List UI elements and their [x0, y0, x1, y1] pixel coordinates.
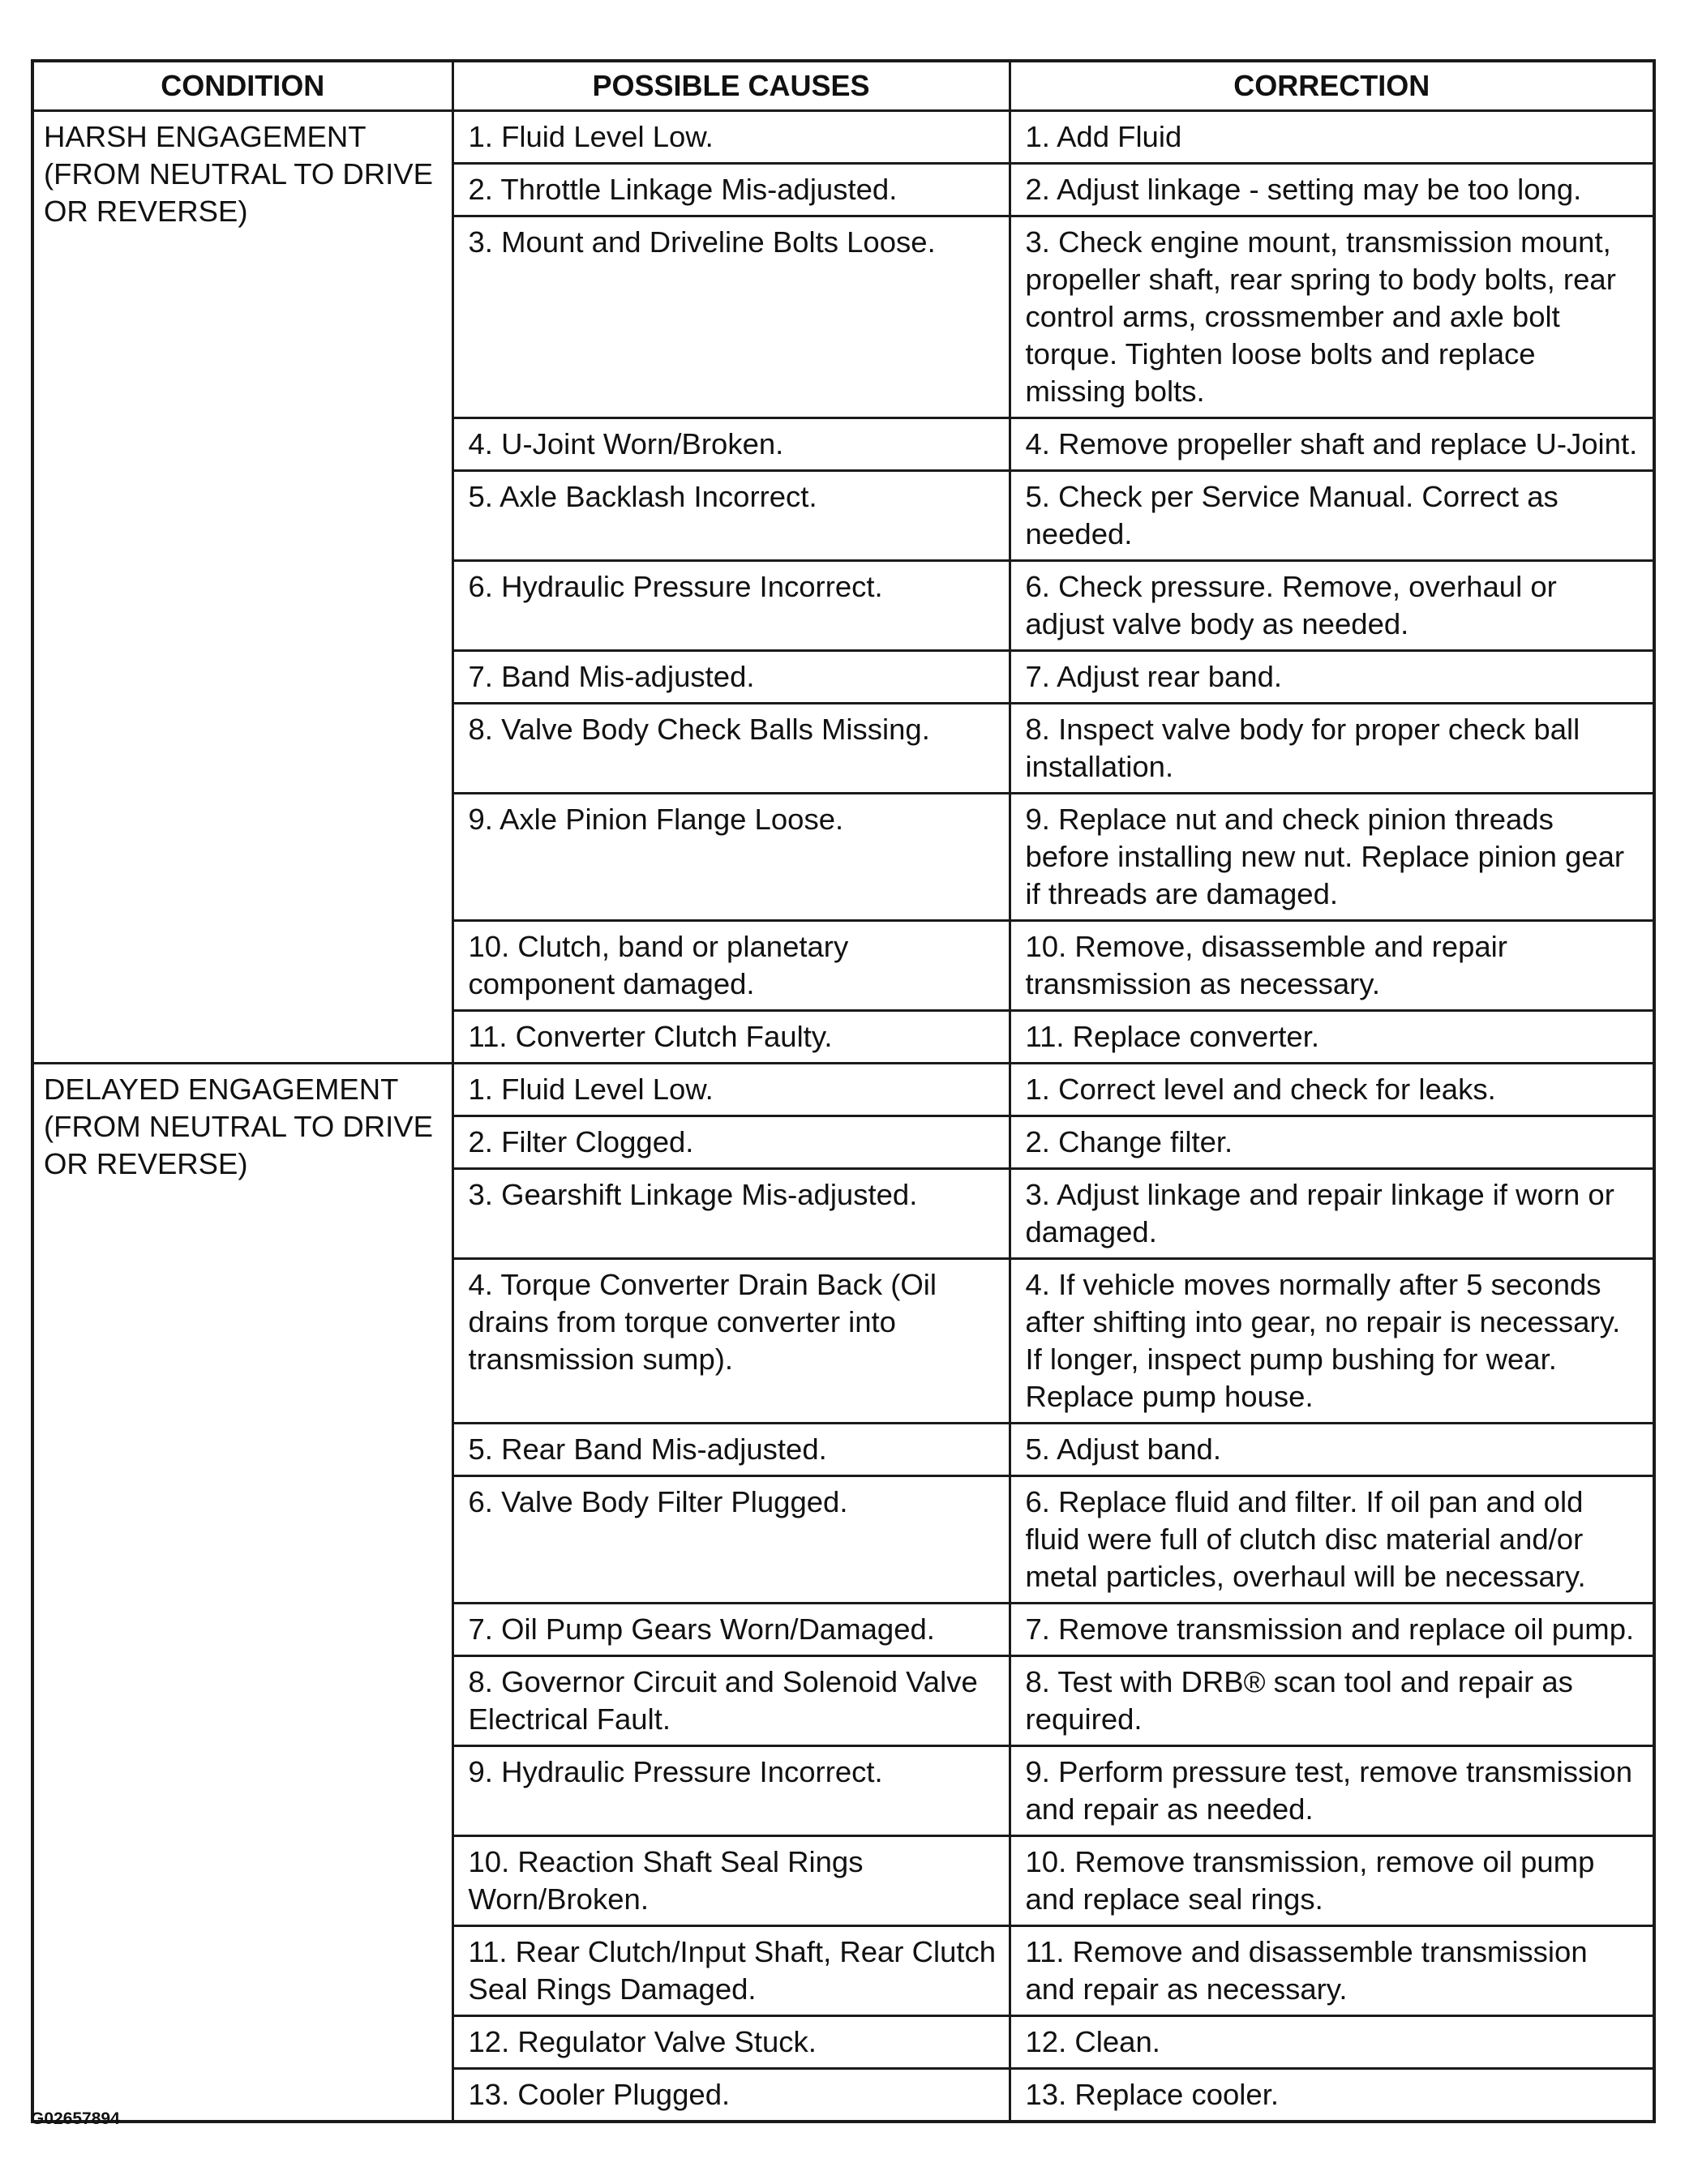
header-correction: CORRECTION [1010, 61, 1654, 111]
cause-cell: 12. Regulator Valve Stuck. [452, 2016, 1010, 2069]
cause-cell: 10. Clutch, band or planetary component damaged. [452, 921, 1010, 1011]
cause-cell: 2. Throttle Linkage Mis-adjusted. [452, 164, 1010, 216]
cause-cell: 5. Axle Backlash Incorrect. [452, 471, 1010, 561]
diagnosis-table [31, 59, 1656, 2123]
table-body [32, 111, 1654, 2122]
cause-cell: 8. Valve Body Check Balls Missing. [452, 704, 1010, 794]
correction-cell: 3. Check engine mount, transmission mount, propeller shaft, rear spring to body bolts, rear control arms, crossmember and axle bolt torque. Tighten loose bolts and replace missing bolts. [1010, 216, 1654, 418]
correction-cell: 4. If vehicle moves normally after 5 seconds after shifting into gear, no repair is necessary. If longer, inspect pump bushing for wear. Replace pump house. [1010, 1259, 1654, 1424]
cause-cell: 1. Fluid Level Low. [452, 111, 1010, 164]
correction-cell: 13. Replace cooler. [1010, 2069, 1654, 2122]
cause-cell: 9. Axle Pinion Flange Loose. [452, 794, 1010, 921]
correction-cell: 10. Remove, disassemble and repair transmission as necessary. [1010, 921, 1654, 1011]
correction-cell: 7. Adjust rear band. [1010, 651, 1654, 704]
cause-cell: 4. Torque Converter Drain Back (Oil drains from torque converter into transmission sump). [452, 1259, 1010, 1424]
cause-cell: 3. Mount and Driveline Bolts Loose. [452, 216, 1010, 418]
correction-cell: 6. Check pressure. Remove, overhaul or adjust valve body as needed. [1010, 561, 1654, 651]
cause-cell: 7. Oil Pump Gears Worn/Damaged. [452, 1604, 1010, 1656]
cause-cell: 7. Band Mis-adjusted. [452, 651, 1010, 704]
cause-cell: 11. Rear Clutch/Input Shaft, Rear Clutch Seal Rings Damaged. [452, 1926, 1010, 2016]
figure-id: G02657894 [31, 2109, 120, 2128]
header-row [32, 61, 1654, 111]
header-possible-causes: POSSIBLE CAUSES [452, 61, 1010, 111]
correction-cell: 4. Remove propeller shaft and replace U-Joint. [1010, 418, 1654, 471]
correction-cell: 9. Replace nut and check pinion threads before installing new nut. Replace pinion gear if threads are damaged. [1010, 794, 1654, 921]
correction-cell: 12. Clean. [1010, 2016, 1654, 2069]
correction-cell: 8. Test with DRB® scan tool and repair as required. [1010, 1656, 1654, 1746]
cause-cell: 5. Rear Band Mis-adjusted. [452, 1424, 1010, 1476]
correction-cell: 5. Check per Service Manual. Correct as needed. [1010, 471, 1654, 561]
cause-cell: 3. Gearshift Linkage Mis-adjusted. [452, 1169, 1010, 1259]
correction-cell: 8. Inspect valve body for proper check ball installation. [1010, 704, 1654, 794]
table-header [32, 61, 1654, 111]
cause-cell: 4. U-Joint Worn/Broken. [452, 418, 1010, 471]
cause-cell: 2. Filter Clogged. [452, 1116, 1010, 1169]
cause-cell: 11. Converter Clutch Faulty. [452, 1011, 1010, 1064]
correction-cell: 2. Change filter. [1010, 1116, 1654, 1169]
table-row [32, 1064, 1654, 1116]
correction-cell: 7. Remove transmission and replace oil pump. [1010, 1604, 1654, 1656]
correction-cell: 10. Remove transmission, remove oil pump and replace seal rings. [1010, 1836, 1654, 1926]
correction-cell: 9. Perform pressure test, remove transmission and repair as needed. [1010, 1746, 1654, 1836]
table-row [32, 111, 1654, 164]
cause-cell: 6. Hydraulic Pressure Incorrect. [452, 561, 1010, 651]
condition-cell: DELAYED ENGAGEMENT (FROM NEUTRAL TO DRIVE OR REVERSE) [32, 1064, 452, 2122]
condition-cell: HARSH ENGAGEMENT (FROM NEUTRAL TO DRIVE OR REVERSE) [32, 111, 452, 1064]
correction-cell: 2. Adjust linkage - setting may be too long. [1010, 164, 1654, 216]
cause-cell: 9. Hydraulic Pressure Incorrect. [452, 1746, 1010, 1836]
correction-cell: 11. Remove and disassemble transmission and repair as necessary. [1010, 1926, 1654, 2016]
correction-cell: 1. Correct level and check for leaks. [1010, 1064, 1654, 1116]
correction-cell: 5. Adjust band. [1010, 1424, 1654, 1476]
cause-cell: 10. Reaction Shaft Seal Rings Worn/Broken. [452, 1836, 1010, 1926]
cause-cell: 6. Valve Body Filter Plugged. [452, 1476, 1010, 1604]
cause-cell: 13. Cooler Plugged. [452, 2069, 1010, 2122]
correction-cell: 3. Adjust linkage and repair linkage if worn or damaged. [1010, 1169, 1654, 1259]
correction-cell: 11. Replace converter. [1010, 1011, 1654, 1064]
header-condition: CONDITION [32, 61, 452, 111]
correction-cell: 1. Add Fluid [1010, 111, 1654, 164]
correction-cell: 6. Replace fluid and filter. If oil pan and old fluid were full of clutch disc material and/or metal particles, overhaul will be necessary. [1010, 1476, 1654, 1604]
cause-cell: 8. Governor Circuit and Solenoid Valve Electrical Fault. [452, 1656, 1010, 1746]
cause-cell: 1. Fluid Level Low. [452, 1064, 1010, 1116]
